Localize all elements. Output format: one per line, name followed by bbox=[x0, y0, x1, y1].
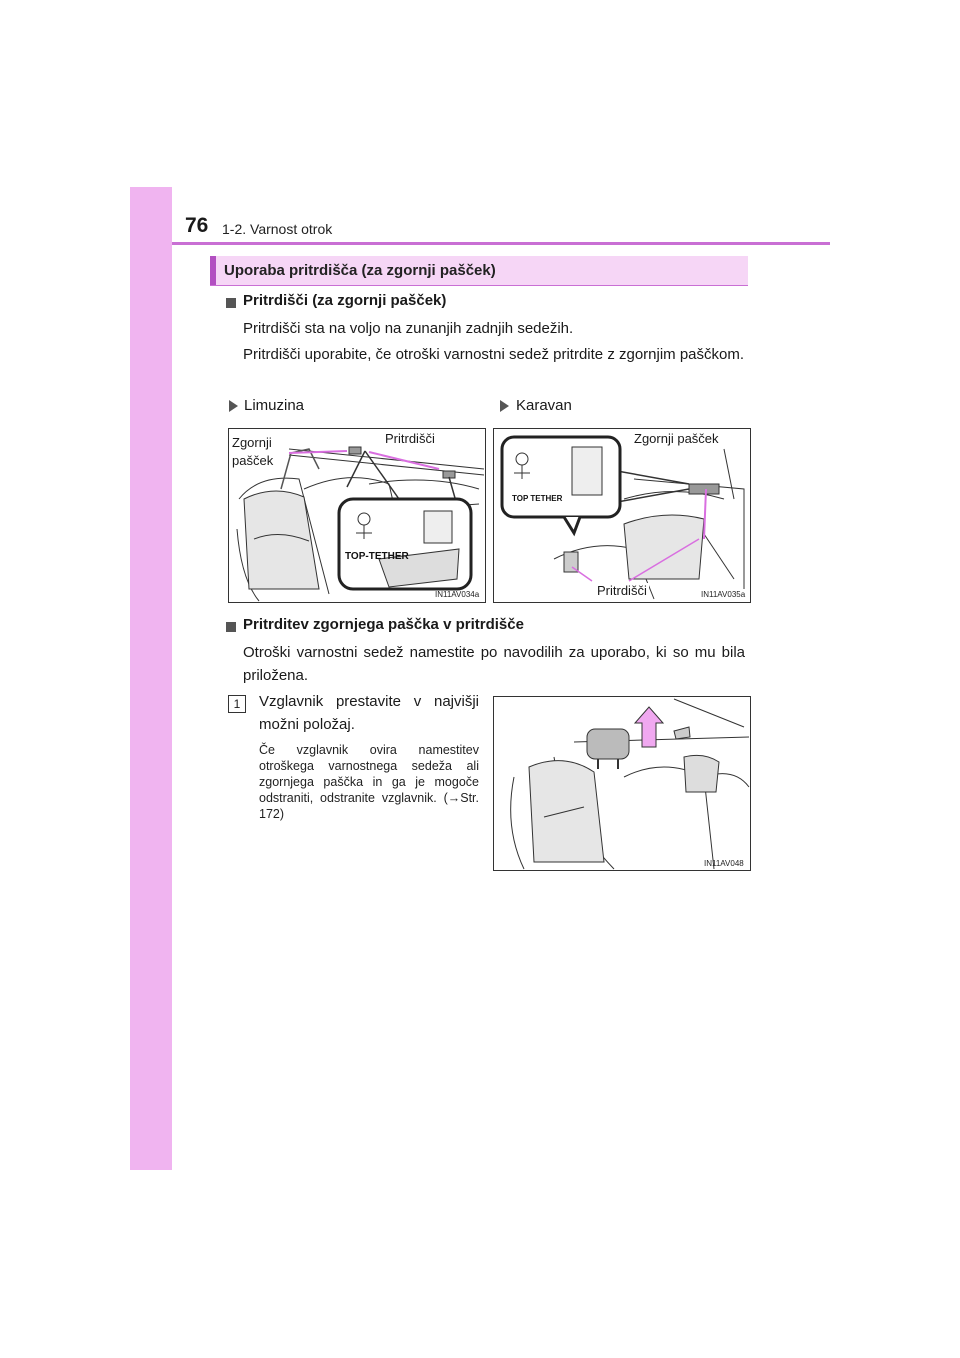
figure-code: IN11AV035a bbox=[701, 590, 746, 599]
label-anchors: Pritrdišči bbox=[597, 583, 647, 598]
step-number-badge: 1 bbox=[228, 695, 246, 713]
square-bullet-icon bbox=[226, 622, 236, 632]
paragraph: Pritrdišči sta na voljo na zunanjih zadnjih sedežih. bbox=[243, 320, 574, 337]
section-title: Uporaba pritrdišča (za zgornji pašček) bbox=[224, 262, 496, 279]
section-accent bbox=[210, 256, 216, 285]
illustration-wagon bbox=[493, 428, 751, 603]
illustration-sedan bbox=[228, 428, 486, 603]
page-number: 76 bbox=[185, 214, 209, 237]
figure-code: IN11AV048 bbox=[704, 859, 744, 868]
label-strap: Zgornji pašček bbox=[634, 431, 719, 446]
chapter-title: 1-2. Varnost otrok bbox=[222, 221, 333, 237]
label-strap-line1: Zgornji bbox=[232, 435, 272, 450]
step-note: Če vzglavnik ovira namestitev otroškega varnostnega sedeža ali zgornjega paščka in ga je mogoče odstraniti, odstranite vzglavnik. (→Str. 172) bbox=[259, 743, 479, 821]
header-rule bbox=[172, 242, 830, 245]
triangle-bullet-icon bbox=[229, 400, 238, 412]
triangle-bullet-icon bbox=[500, 400, 509, 412]
variant-wagon-label: Karavan bbox=[516, 397, 572, 414]
wagon-drawing bbox=[494, 429, 750, 602]
side-tab bbox=[130, 187, 172, 1170]
section-rule bbox=[210, 285, 748, 286]
label-strap-line2: pašček bbox=[232, 453, 274, 468]
paragraph: Pritrdišči uporabite, če otroški varnostni sedež pritrdite z zgornjim paščkom. bbox=[243, 346, 745, 363]
illustration-headrest bbox=[493, 696, 751, 871]
headrest-drawing bbox=[494, 697, 750, 870]
variant-sedan-label: Limuzina bbox=[244, 397, 305, 414]
subheading-anchors: Pritrdišči (za zgornji pašček) bbox=[243, 292, 447, 309]
square-bullet-icon bbox=[226, 298, 236, 308]
step-text: Vzglavnik prestavite v najvišji možni položaj. bbox=[259, 693, 479, 733]
inset-label: TOP-TETHER bbox=[345, 551, 409, 562]
section-header bbox=[210, 256, 748, 285]
subheading-attach: Pritrditev zgornjega paščka v pritrdišče bbox=[243, 616, 524, 633]
figure-code: IN11AV034a bbox=[435, 590, 480, 599]
label-anchors: Pritrdišči bbox=[385, 431, 435, 446]
paragraph: Otroški varnostni sedež namestite po navodilih za uporabo, ki so mu bila priložena. bbox=[243, 644, 745, 684]
inset-label: TOP TETHER bbox=[512, 494, 563, 503]
